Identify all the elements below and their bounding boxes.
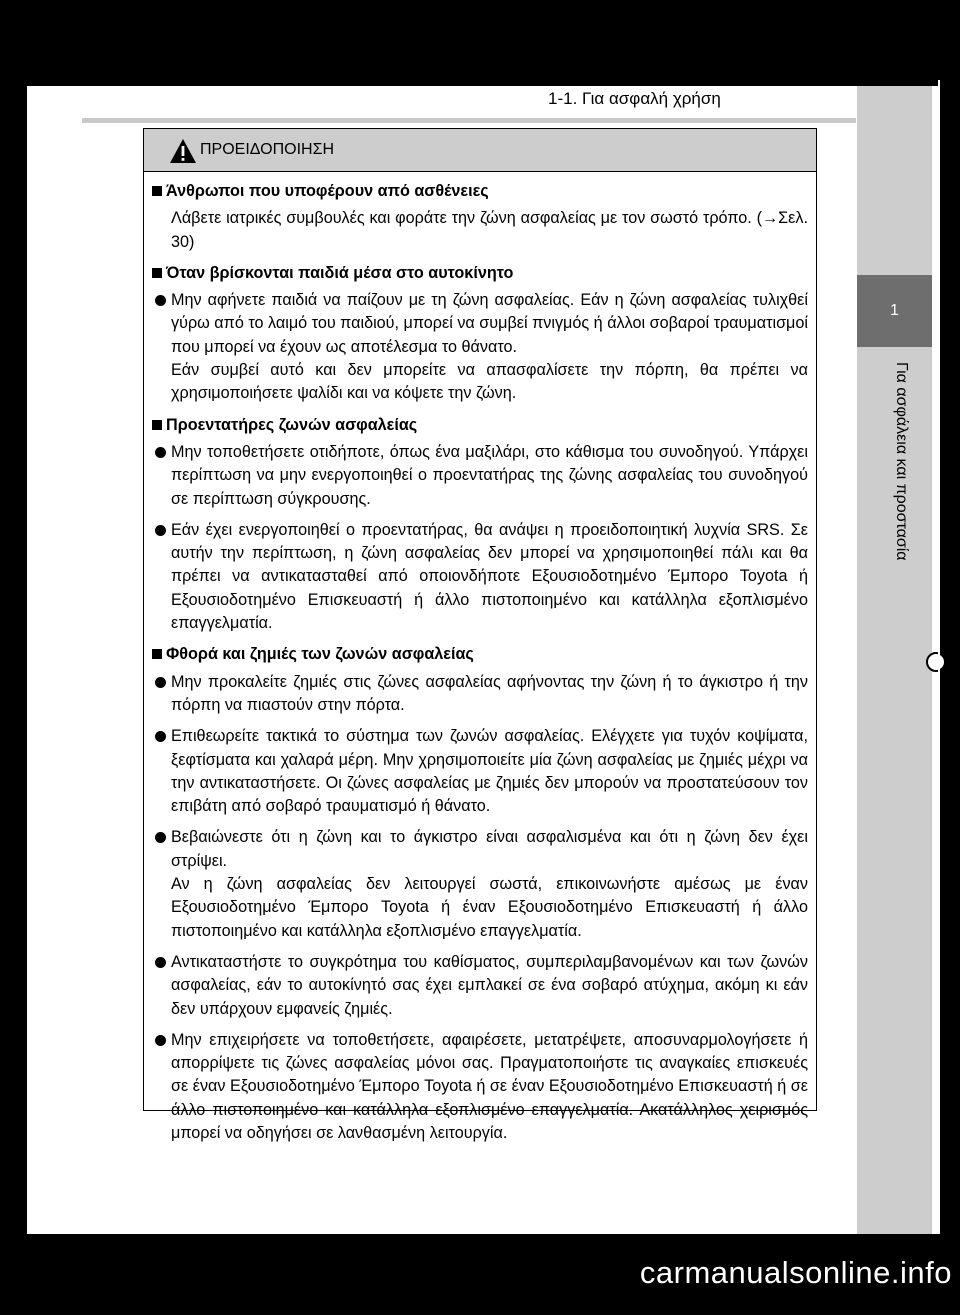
- header-rule: [82, 118, 856, 123]
- bullet-item: Μην τοποθετήσετε οτιδήποτε, όπως ένα μαξιλάρι, στο κάθισμα του συνοδηγού. Υπάρχει περίπτωση να μην ενεργοποιηθεί ο προεντατήρας της ζώνης ασφαλείας του συνοδηγού σε περίπτωση σύγκρουσης.: [147, 441, 812, 511]
- registration-mark-icon: [926, 652, 946, 672]
- chapter-number: 1: [857, 275, 932, 347]
- bullet-item: Αντικαταστήστε το συγκρότημα του καθίσματος, συμπεριλαμβανομένων και των ζωνών ασφαλείας, εάν το αυτοκίνητό σας έχει εμπλακεί σε ένα σοβαρό ατύχημα, ακόμη κι εάν δεν υπάρχουν εμφανείς ζημιές.: [147, 951, 812, 1021]
- warning-content: [147, 180, 812, 1153]
- square-bullet-icon: [152, 268, 162, 278]
- square-bullet-icon: [152, 186, 162, 196]
- round-bullet-icon: [155, 731, 166, 742]
- chapter-side-tab: [857, 86, 932, 1234]
- bullet-item: Μην προκαλείτε ζημιές στις ζώνες ασφαλείας αφήνοντας την ζώνη ή το άγκιστρο ή την πόρπη να πιαστούν στην πόρτα.: [147, 671, 812, 718]
- section-heading: Φθορά και ζημιές των ζωνών ασφαλείας: [147, 643, 812, 666]
- round-bullet-icon: [155, 447, 166, 458]
- watermark: carmanualsonline.info: [639, 1255, 952, 1290]
- section-heading: Άνθρωποι που υποφέρουν από ασθένειες: [147, 180, 812, 203]
- warning-triangle-icon: [169, 138, 197, 164]
- warning-title: ΠΡΟΕΙΔΟΠΟΙΗΣΗ: [200, 141, 335, 158]
- crop-mark: [938, 1180, 940, 1230]
- round-bullet-icon: [155, 957, 166, 968]
- bullet-item: Μην επιχειρήσετε να τοποθετήσετε, αφαιρέσετε, μετατρέψετε, αποσυναρμολογήσετε ή απορρίψετε τις ζώνες ασφαλείας μόνοι σας. Πραγματοποιήστε τις αναγκαίες επισκευές σε έναν Εξουσιοδοτημένο Έμπορο Toyota ή σε έναν Εξουσιοδοτημένο Επισκευαστή ή σε άλλο πιστοποιημένο και κατάλληλα εξοπλισμένο επαγγελματία. Ακατάλληλος χειρισμός μπορεί να οδηγήσει σε λανθασμένη λειτουργία.: [147, 1029, 812, 1145]
- bullet-item: Επιθεωρείτε τακτικά το σύστημα των ζωνών ασφαλείας. Ελέγχετε για τυχόν κοψίματα, ξεφτίσματα και χαλαρά μέρη. Μην χρησιμοποιείτε μία ζώνη ασφαλείας με ζημιές μέχρι να την αντικαταστήσετε. Οι ζώνες ασφαλείας με ζημιές δεν μπορούν να προστατεύσουν τον επιβάτη από σοβαρό τραυματισμό ή θάνατο.: [147, 725, 812, 818]
- round-bullet-icon: [155, 525, 166, 536]
- bullet-item: Βεβαιώνεστε ότι η ζώνη και το άγκιστρο είναι ασφαλισμένα και ότι η ζώνη δεν έχει στρίψει. Αν η ζώνη ασφαλείας δεν λειτουργεί σωστά, επικοινωνήστε αμέσως με έναν Εξουσιοδοτημένο Έμπορο Toyota ή έναν Εξουσιοδοτημένο Επισκευαστή ή άλλο πιστοποιημένο και κατάλληλα εξοπλισμένο επαγγελματία.: [147, 826, 812, 942]
- round-bullet-icon: [155, 832, 166, 843]
- chapter-title: Για ασφάλεια και προστασία: [893, 362, 910, 561]
- round-bullet-icon: [155, 295, 166, 306]
- square-bullet-icon: [152, 649, 162, 659]
- warning-header: [144, 129, 816, 172]
- crop-mark: [938, 80, 940, 102]
- round-bullet-icon: [155, 677, 166, 688]
- section-heading: Προεντατήρες ζωνών ασφαλείας: [147, 414, 812, 437]
- round-bullet-icon: [155, 1035, 166, 1046]
- section-body: Λάβετε ιατρικές συμβουλές και φοράτε την ζώνη ασφαλείας με τον σωστό τρόπο. (→Σελ. 30): [171, 209, 808, 251]
- section-heading: Όταν βρίσκονται παιδιά μέσα στο αυτοκίνητο: [147, 262, 812, 285]
- bullet-item: Μην αφήνετε παιδιά να παίζουν με τη ζώνη ασφαλείας. Εάν η ζώνη ασφαλείας τυλιχθεί γύρω από το λαιμό του παιδιού, μπορεί να συμβεί πνιγμός ή άλλοι σοβαροί τραυματισμοί που μπορεί να έχουν ως αποτέλεσμα το θάνατο. Εάν συμβεί αυτό και δεν μπορείτε να απασφαλίσετε την πόρπη, θα πρέπει να χρησιμοποιήσετε ψαλίδι και να κόψετε την ζώνη.: [147, 289, 812, 405]
- section-header: 1-1. Για ασφαλή χρήση: [548, 89, 721, 108]
- bullet-item: Εάν έχει ενεργοποιηθεί ο προεντατήρας, θα ανάψει η προειδοποιητική λυχνία SRS. Σε αυτήν την περίπτωση, η ζώνη ασφαλείας δεν μπορεί να χρησιμοποιηθεί πάλι και θα πρέπει να αντικατασταθεί από οποιονδήποτε Εξουσιοδοτημένο Έμπορο Toyota ή Εξουσιοδοτημένο Επισκευαστή ή άλλο πιστοποιημένο και κατάλληλα εξοπλισμένο επαγγελματία.: [147, 519, 812, 635]
- crop-mark: [938, 620, 940, 700]
- square-bullet-icon: [152, 420, 162, 430]
